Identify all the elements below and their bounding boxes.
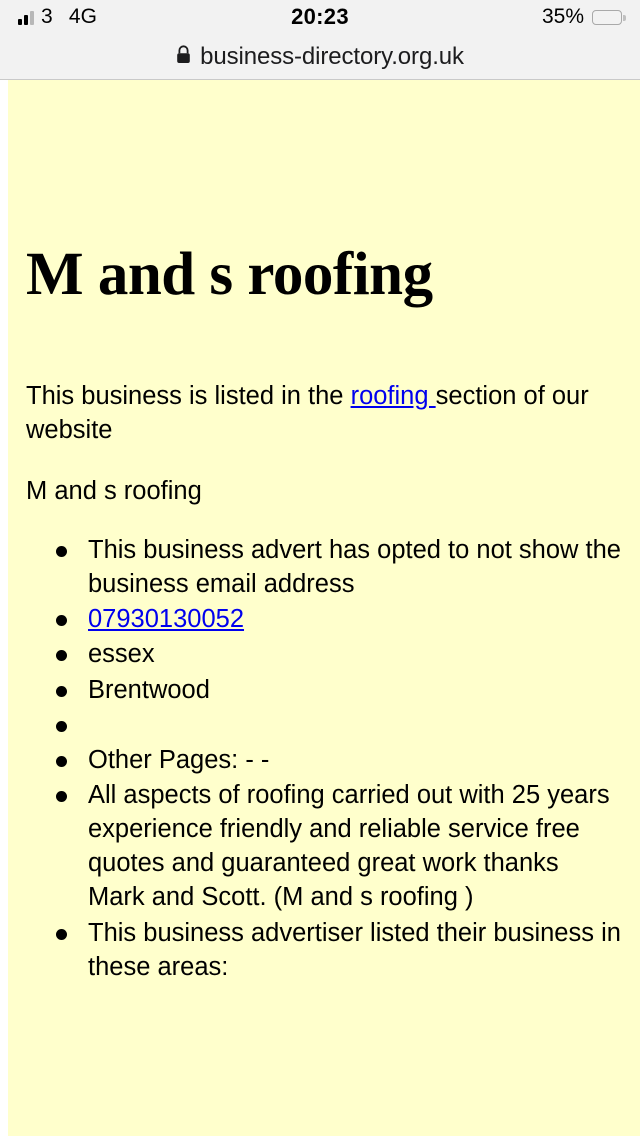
- network-type-label: 4G: [68, 5, 97, 28]
- detail-description: All aspects of roofing carried out with 25 years experience friendly and reliable service free quotes and guaranteed great work thanks Mark and Scott. (M and s roofing ): [88, 780, 610, 912]
- business-details-list: [26, 533, 622, 984]
- list-item: [88, 916, 622, 984]
- carrier-label: 3: [41, 5, 53, 28]
- detail-county: essex: [88, 640, 155, 669]
- list-item: [88, 708, 622, 742]
- listing-section-paragraph: [26, 307, 622, 447]
- status-bar: [0, 0, 640, 34]
- status-bar-right: [542, 5, 622, 29]
- browser-address-bar[interactable]: [0, 34, 640, 80]
- url-label: business-directory.org.uk: [200, 42, 464, 70]
- battery-icon: [592, 10, 622, 25]
- detail-email-notice: This business advert has opted to not show the business email address: [88, 536, 621, 599]
- page-title: M and s roofing: [26, 241, 433, 308]
- listing-prefix-text: This business is listed in the: [26, 382, 351, 411]
- clock-label: 20:23: [291, 4, 349, 29]
- list-item: [88, 602, 622, 636]
- list-item: [88, 778, 622, 915]
- detail-town: Brentwood: [88, 675, 210, 704]
- detail-other-pages: Other Pages: - -: [88, 745, 270, 774]
- battery-percent-label: 35%: [541, 5, 584, 28]
- list-item: [88, 743, 622, 777]
- list-item: [88, 673, 622, 707]
- business-name-paragraph: M and s roofing: [26, 477, 202, 506]
- detail-areas-heading: This business advertiser listed their business in these areas:: [88, 918, 621, 981]
- web-page-content: [0, 80, 640, 1136]
- status-bar-left: [18, 5, 97, 29]
- list-item: [88, 533, 622, 601]
- signal-bars-icon: [18, 10, 34, 25]
- listing-suffix-text: section of our website: [26, 382, 589, 444]
- roofing-section-link[interactable]: roofing: [350, 382, 436, 411]
- list-item: [88, 637, 622, 671]
- lock-icon: [176, 45, 191, 69]
- phone-number-link[interactable]: 07930130052: [88, 605, 245, 634]
